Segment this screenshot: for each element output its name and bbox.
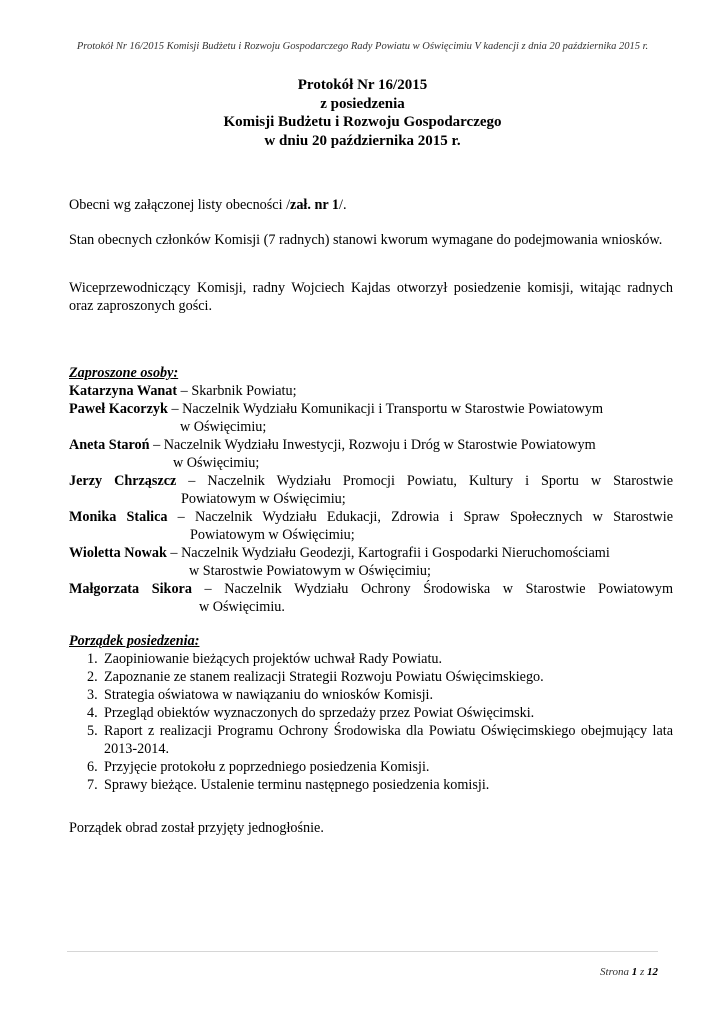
person-role: Skarbnik Powiatu; <box>191 383 297 399</box>
title-line-4: w dniu 20 października 2015 r. <box>264 132 461 149</box>
person-role-continuation: w Oświęcimiu; <box>173 455 260 471</box>
person-name: Jerzy Chrząszcz <box>69 473 177 489</box>
invited-person: Aneta Staroń – Naczelnik Wydziału Inwestycji, Rozwoju i Dróg w Starostwie Powiatowym w Oświęcimiu; <box>69 436 673 472</box>
title-line-3: Komisji Budżetu i Rozwoju Gospodarczego <box>223 114 502 130</box>
person-role-continuation: w Oświęcimiu. <box>199 599 285 615</box>
footer-divider <box>67 951 658 952</box>
person-name: Aneta Staroń <box>69 437 150 453</box>
person-name: Paweł Kacorzyk <box>69 401 168 417</box>
invited-person: Paweł Kacorzyk – Naczelnik Wydziału Komunikacji i Transportu w Starostwie Powiatowym w Oświęcimiu; <box>69 400 673 436</box>
person-role-continuation: w Oświęcimiu; <box>180 419 267 435</box>
agenda-item: 7. Sprawy bieżące. Ustalenie terminu następnego posiedzenia komisji. <box>87 777 490 793</box>
agenda-list <box>69 650 673 794</box>
invited-heading: Zaproszone osoby: <box>69 365 179 381</box>
invited-person: Monika Stalica – Naczelnik Wydziału Edukacji, Zdrowia i Spraw Społecznych w Starostwie Powiatowym w Oświęcimiu; <box>69 509 673 543</box>
person-role: Naczelnik Wydziału Edukacji, Zdrowia i Spraw Społecznych w Starostwie <box>194 509 673 525</box>
person-role: Naczelnik Wydziału Promocji Powiatu, Kultury i Sportu w Starostwie <box>207 473 673 489</box>
agenda-heading: Porządek posiedzenia: <box>69 633 200 649</box>
invited-section <box>69 364 673 616</box>
person-role: Naczelnik Wydziału Inwestycji, Rozwoju i Dróg w Starostwie Powiatowym <box>163 437 596 453</box>
opening-paragraph: Wiceprzewodniczący Komisji, radny Wojciech Kajdas otworzył posiedzenie komisji, witając radnych oraz zaproszonych gości. <box>69 280 673 314</box>
running-header: Protokół Nr 16/2015 Komisji Budżetu i Rozwoju Gospodarczego Rady Powiatu w Oświęcimiu V kadencji z dnia 20 października 2015 r. <box>76 41 649 52</box>
attendance-attachment-ref: zał. nr 1 <box>290 197 340 213</box>
person-name: Katarzyna Wanat <box>69 383 178 399</box>
invited-person: Jerzy Chrząszcz – Naczelnik Wydziału Promocji Powiatu, Kultury i Sportu w Starostwie Powiatowym w Oświęcimiu; <box>69 473 673 507</box>
attendance-suffix: /. <box>339 197 347 213</box>
quorum-paragraph: Stan obecnych członków Komisji (7 radnych) stanowi kworum wymagane do podejmowania wniosków. <box>69 232 663 248</box>
person-role: Naczelnik Wydziału Komunikacji i Transportu w Starostwie Powiatowym <box>182 401 603 417</box>
invited-person: Katarzyna Wanat – Skarbnik Powiatu; <box>69 383 297 399</box>
document-title <box>0 76 725 150</box>
person-role-continuation: w Starostwie Powiatowym w Oświęcimiu; <box>189 563 431 579</box>
person-role: Naczelnik Wydziału Ochrony Środowiska w Starostwie Powiatowym <box>224 581 674 597</box>
person-role-continuation: Powiatowym w Oświęcimiu; <box>190 527 355 543</box>
person-name: Wioletta Nowak <box>69 545 167 561</box>
title-line-2: z posiedzenia <box>320 95 405 112</box>
agenda-item: 1. Zaopiniowanie bieżących projektów uchwał Rady Powiatu. <box>87 651 443 667</box>
person-name: Monika Stalica <box>69 509 168 525</box>
invited-person: Wioletta Nowak – Naczelnik Wydziału Geodezji, Kartografii i Gospodarki Nieruchomościami w Starostwie Powiatowym w Oświęcimiu; <box>69 544 673 580</box>
agenda-item: 5. Raport z realizacji Programu Ochrony Środowiska dla Powiatu Oświęcimskiego obejmujący lata 2013-2014. <box>87 723 673 757</box>
agenda-accepted-paragraph: Porządek obrad został przyjęty jednogłośnie. <box>69 820 324 836</box>
agenda-item: 3. Strategia oświatowa w nawiązaniu do wniosków Komisji. <box>87 687 434 703</box>
agenda-item: 2. Zapoznanie ze stanem realizacji Strategii Rozwoju Powiatu Oświęcimskiego. <box>87 669 544 685</box>
page-number: Strona 1 z 12 <box>600 966 658 978</box>
person-role-continuation: Powiatowym w Oświęcimiu; <box>181 491 346 507</box>
agenda-section <box>69 632 673 794</box>
agenda-item: 4. Przegląd obiektów wyznaczonych do sprzedaży przez Powiat Oświęcimski. <box>87 705 535 721</box>
agenda-item: 6. Przyjęcie protokołu z poprzedniego posiedzenia Komisji. <box>87 759 430 775</box>
invited-person: Małgorzata Sikora – Naczelnik Wydziału Ochrony Środowiska w Starostwie Powiatowym w Oświęcimiu. <box>69 581 674 615</box>
title-line-1: Protokół Nr 16/2015 <box>297 77 428 93</box>
person-role: Naczelnik Wydziału Geodezji, Kartografii i Gospodarki Nieruchomościami <box>181 545 610 561</box>
person-name: Małgorzata Sikora <box>69 581 192 597</box>
attendance-paragraph <box>69 196 673 214</box>
attendance-text: Obecni wg załączonej listy obecności / <box>69 197 291 213</box>
